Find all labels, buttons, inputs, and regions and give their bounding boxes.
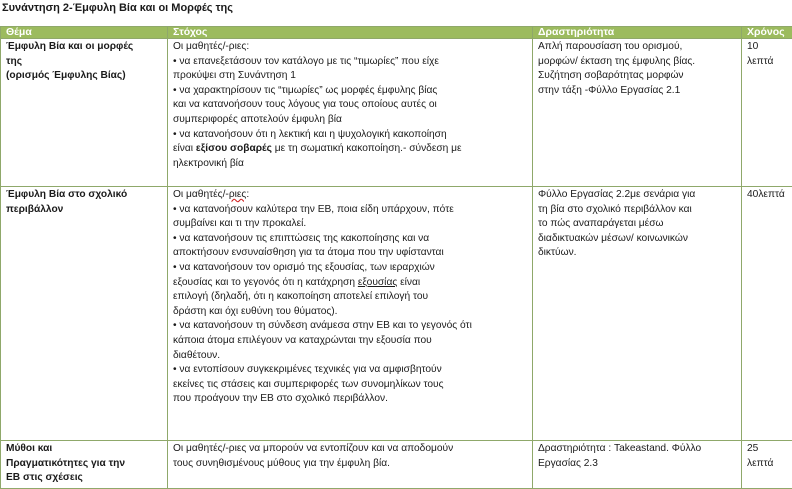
time-cell: [742, 187, 792, 441]
activity-cell: [533, 39, 742, 187]
activity-line: Απλή παρουσίαση του ορισμού,: [538, 40, 736, 55]
goal-text: είναι: [173, 143, 196, 154]
topic-line: περιβάλλον: [6, 203, 162, 218]
topic-cell: [1, 441, 168, 489]
topic-line: (ορισμός Έμφυλης Βίας): [6, 69, 162, 84]
goal-line: • να κατανοήσουν ότι η λεκτική και η ψυχολογική κακοποίηση: [173, 128, 527, 143]
goal-line: συμβαίνει και τι την προκαλεί.: [173, 217, 527, 232]
goal-line: διαθέτουν.: [173, 349, 527, 364]
goal-line: και να κατανοήσουν τους λόγους για τους οποίους αυτές οι: [173, 98, 527, 113]
goal-line: Οι μαθητές/-ριες να μπορούν να εντοπίζουν και να αποδομούν: [173, 442, 527, 457]
goal-cell: [168, 39, 533, 187]
activity-line: στην τάξη -Φύλλο Εργασίας 2.1: [538, 84, 736, 99]
emphasis-text: εξίσου σοβαρές: [196, 143, 272, 154]
goal-line: • να κατανοήσουν τις επιπτώσεις της κακοποίησης και να: [173, 232, 527, 247]
time-cell: [742, 441, 792, 489]
goal-line: [173, 142, 527, 157]
activity-line: δικτύων.: [538, 246, 736, 261]
header-goal: Στόχος: [168, 27, 533, 39]
topic-line: Μύθοι και: [6, 442, 162, 457]
topic-cell: [1, 187, 168, 441]
activity-line: Εργασίας 2.3: [538, 457, 736, 472]
header-topic: Θέμα: [1, 27, 168, 39]
header-activity: Δραστηριότητα: [533, 27, 742, 39]
goal-line: • να επανεξετάσουν τον κατάλογο με τις “τιμωρίες” που είχε: [173, 55, 527, 70]
header-row: [1, 27, 792, 39]
topic-line: ΕΒ στις σχέσεις: [6, 471, 162, 486]
goal-line: που προάγουν την ΕΒ στο σχολικό περιβάλλον.: [173, 392, 527, 407]
goal-line: συμπεριφορές αποτελούν έμφυλη βία: [173, 113, 527, 128]
time-line: 10: [747, 40, 787, 55]
goal-line: • να εντοπίσουν συγκεκριμένες τεχνικές για να αμφισβητούν: [173, 363, 527, 378]
time-line: λεπτά: [747, 457, 787, 472]
goal-line: τους συνηθισμένους μύθους για την έμφυλη βία.: [173, 457, 527, 472]
time-line: 40λεπτά: [747, 188, 787, 203]
goal-line: [173, 188, 527, 203]
goal-line: αποκτήσουν ενσυναίσθηση για τα άτομα που την υφίστανται: [173, 246, 527, 261]
document-title: Συνάντηση 2-Έμφυλη Βία και οι Μορφές της: [2, 2, 233, 14]
activity-line: Συζήτηση σοβαρότητας μορφών: [538, 69, 736, 84]
table-row: [1, 187, 792, 441]
goal-line: • να κατανοήσουν τον ορισμό της εξουσίας, των ιεραρχιών: [173, 261, 527, 276]
activity-line: τη βία στο σχολικό περιβάλλον και: [538, 203, 736, 218]
activity-line: Δραστηριότητα : Takeastand. Φύλλο: [538, 442, 736, 457]
goal-line: προκύψει στη Συνάντηση 1: [173, 69, 527, 84]
goal-line: • να χαρακτηρίσουν τις “τιμωρίες” ως μορφές έμφυλης βίας: [173, 84, 527, 99]
activity-cell: [533, 441, 742, 489]
goal-line: ηλεκτρονική βία: [173, 157, 527, 172]
goal-line: δράστη και όχι ευθύνη του θύματος).: [173, 305, 527, 320]
underlined-text: εξουσίας: [358, 277, 397, 288]
goal-text: Οι μαθητές/-: [173, 189, 229, 200]
spellcheck-word: ριες: [229, 189, 247, 200]
time-cell: [742, 39, 792, 187]
topic-cell: [1, 39, 168, 187]
goal-cell: [168, 441, 533, 489]
header-time: Χρόνος: [742, 27, 792, 39]
goal-text: με τη σωματική κακοποίηση.- σύνδεση με: [272, 143, 462, 154]
activity-line: το πώς αναπαράγεται μέσω: [538, 217, 736, 232]
activity-line: Φύλλο Εργασίας 2.2με σενάρια για: [538, 188, 736, 203]
topic-line: της: [6, 55, 162, 70]
goal-line: • να κατανοήσουν τη σύνδεση ανάμεσα στην ΕΒ και το γεγονός ότι: [173, 319, 527, 334]
activity-line: διαδικτυακών μέσων/ κοινωνικών: [538, 232, 736, 247]
time-line: λεπτά: [747, 55, 787, 70]
table-row: [1, 441, 792, 489]
topic-line: Έμφυλη Βία και οι μορφές: [6, 40, 162, 55]
goal-line: εκείνες τις στάσεις και συμπεριφορές των συνομηλίκων τους: [173, 378, 527, 393]
activity-cell: [533, 187, 742, 441]
goal-line: Οι μαθητές/-ριες:: [173, 40, 527, 55]
topic-line: Έμφυλη Βία στο σχολικό: [6, 188, 162, 203]
activity-line: μορφών/ έκταση της έμφυλης βίας.: [538, 55, 736, 70]
goal-cell: [168, 187, 533, 441]
goal-text: εξουσίας και το γεγονός ότι η κατάχρηση: [173, 277, 358, 288]
topic-line: Πραγματικότητες για την: [6, 457, 162, 472]
table-row: [1, 39, 792, 187]
goal-text: είναι: [397, 277, 420, 288]
goal-line: κάποια άτομα επιλέγουν να καταχρώνται την εξουσία που: [173, 334, 527, 349]
goal-line: • να κατανοήσουν καλύτερα την ΕΒ, ποια είδη υπάρχουν, πότε: [173, 203, 527, 218]
goal-line: επιλογή (δηλαδή, ότι η κακοποίηση αποτελεί επιλογή του: [173, 290, 527, 305]
time-line: 25: [747, 442, 787, 457]
goal-line: [173, 276, 527, 291]
goal-text: :: [246, 189, 249, 200]
lesson-plan-table: [0, 26, 792, 489]
